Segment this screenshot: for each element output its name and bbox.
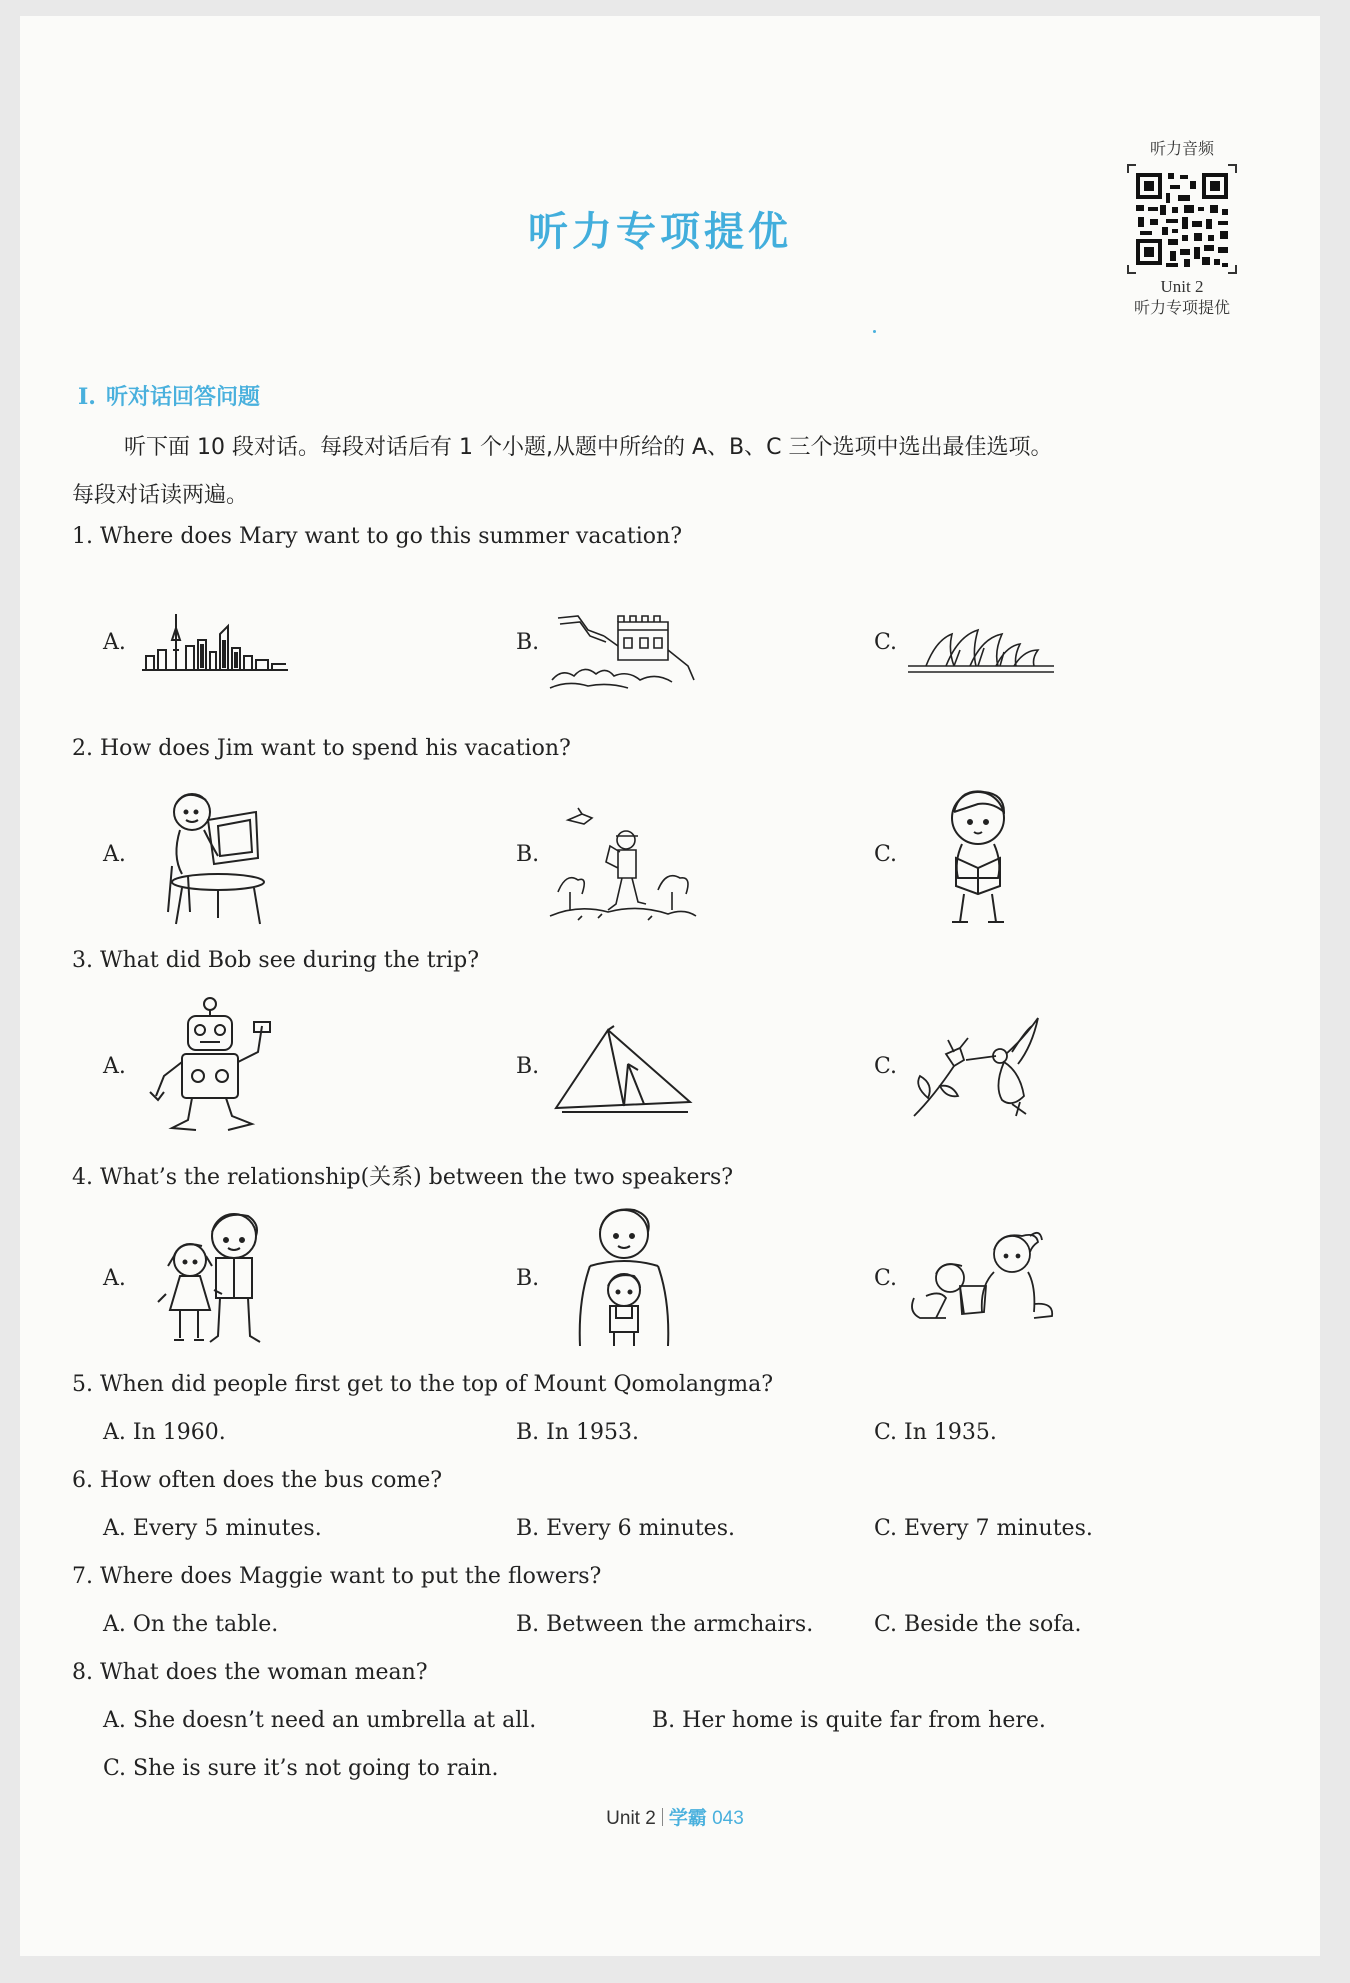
q4-option-b-label[interactable]: B. xyxy=(516,1266,540,1291)
q7-option-c[interactable]: C. Beside the sofa. xyxy=(874,1612,1082,1637)
q5-option-b[interactable]: B. In 1953. xyxy=(516,1420,640,1445)
decorative-dot xyxy=(873,330,876,333)
question-3: 3. What did Bob see during the trip? xyxy=(72,948,480,973)
qr-code-icon[interactable] xyxy=(1126,163,1238,275)
robot-picture xyxy=(148,996,272,1138)
q1-option-b-label[interactable]: B. xyxy=(516,630,540,655)
q4-option-a-label[interactable]: A. xyxy=(103,1266,126,1291)
question-5: 5. When did people first get to the top of Mount Qomolangma? xyxy=(72,1372,774,1397)
mother-child-picture xyxy=(906,1226,1056,1326)
footer-unit: Unit 2 xyxy=(606,1808,656,1829)
q3-option-a-label[interactable]: A. xyxy=(103,1054,126,1079)
instruction-line-1: 听下面 10 段对话。每段对话后有 1 个小题,从题中所给的 A、B、C 三个选项中选出最佳选项。 xyxy=(124,435,1053,460)
question-8: 8. What does the woman mean? xyxy=(72,1660,428,1685)
question-2: 2. How does Jim want to spend his vacation? xyxy=(72,736,571,761)
question-7: 7. Where does Maggie want to put the flowers? xyxy=(72,1564,602,1589)
q3-option-b-label[interactable]: B. xyxy=(516,1054,540,1079)
q8-option-c[interactable]: C. She is sure it’s not going to rain. xyxy=(103,1756,499,1781)
great-wall-picture xyxy=(548,610,696,690)
city-skyline-picture xyxy=(140,610,290,674)
question-4: 4. What’s the relationship(关系) between the two speakers? xyxy=(72,1165,734,1190)
section-title: 听对话回答问题 xyxy=(105,385,260,410)
q4-option-c-label[interactable]: C. xyxy=(874,1266,898,1291)
q3-option-c-label[interactable]: C. xyxy=(874,1054,898,1079)
section-heading xyxy=(78,380,260,411)
q2-option-a-label[interactable]: A. xyxy=(103,842,126,867)
q6-option-b[interactable]: B. Every 6 minutes. xyxy=(516,1516,735,1541)
question-1: 1. Where does Mary want to go this summer vacation? xyxy=(72,524,682,549)
question-6: 6. How often does the bus come? xyxy=(72,1468,443,1493)
page-footer xyxy=(0,1803,1350,1830)
section-number: Ⅰ. xyxy=(78,384,96,410)
q2-option-c-label[interactable]: C. xyxy=(874,842,898,867)
footer-brand: 学霸 xyxy=(668,1808,707,1829)
q5-option-c[interactable]: C. In 1935. xyxy=(874,1420,997,1445)
q6-option-a[interactable]: A. Every 5 minutes. xyxy=(103,1516,322,1541)
page-title: 听力专项提优 xyxy=(528,208,792,255)
page-number: 043 xyxy=(712,1808,744,1829)
q2-option-b-label[interactable]: B. xyxy=(516,842,540,867)
q7-option-b[interactable]: B. Between the armchairs. xyxy=(516,1612,814,1637)
opera-house-picture xyxy=(906,620,1056,676)
q1-option-c-label[interactable]: C. xyxy=(874,630,898,655)
qr-sub-label: 听力专项提优 xyxy=(1133,298,1230,317)
hummingbird-picture xyxy=(908,1016,1048,1122)
q5-option-a[interactable]: A. In 1960. xyxy=(103,1420,226,1445)
instruction-line-2: 每段对话读两遍。 xyxy=(72,483,249,508)
brother-sister-picture xyxy=(152,1206,272,1348)
boy-at-computer-picture xyxy=(162,786,272,926)
q1-option-a-label[interactable]: A. xyxy=(103,630,126,655)
hiker-picture xyxy=(548,806,698,924)
qr-top-label: 听力音频 xyxy=(1149,139,1214,158)
q7-option-a[interactable]: A. On the table. xyxy=(103,1612,279,1637)
qr-unit-label: Unit 2 xyxy=(1160,277,1204,296)
boy-reading-picture xyxy=(938,782,1018,928)
instructions xyxy=(72,424,1272,520)
father-child-picture xyxy=(572,1200,676,1348)
footer-divider xyxy=(662,1808,663,1826)
qr-code-block xyxy=(1112,136,1252,319)
q8-option-b[interactable]: B. Her home is quite far from here. xyxy=(652,1708,1046,1733)
tent-picture xyxy=(552,1024,694,1116)
q6-option-c[interactable]: C. Every 7 minutes. xyxy=(874,1516,1093,1541)
q8-option-a[interactable]: A. She doesn’t need an umbrella at all. xyxy=(103,1708,537,1733)
